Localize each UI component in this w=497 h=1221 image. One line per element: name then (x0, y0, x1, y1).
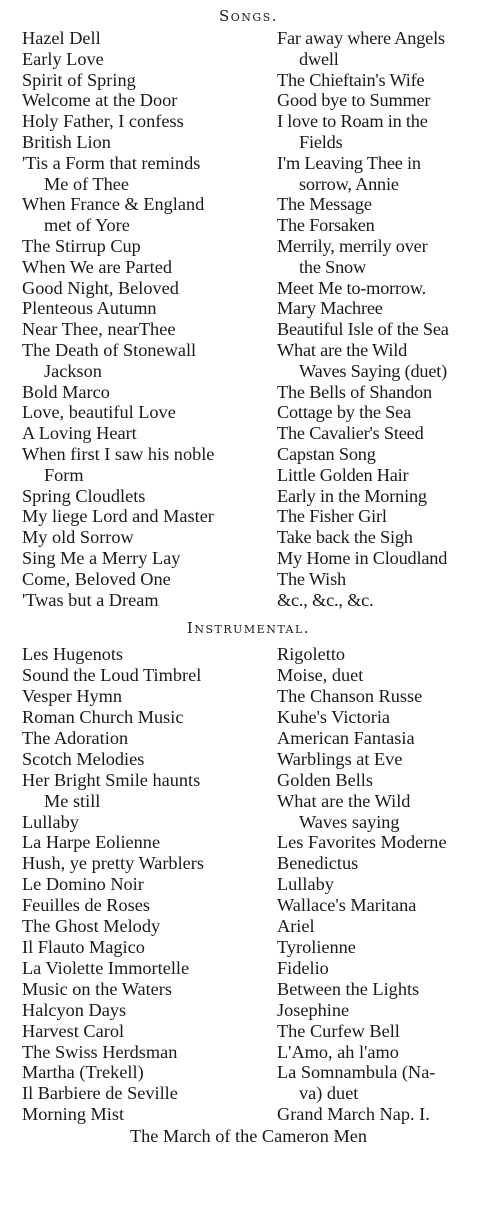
title-line: American Fantasia (277, 727, 415, 748)
title-line: The Chanson Russe (277, 686, 423, 707)
title-line: Wallace's Maritana (277, 895, 417, 916)
title-line: Lullaby (277, 874, 334, 895)
songs-section (0, 4, 497, 610)
title-continuation-line: va) duet (299, 1083, 359, 1104)
title-entry (277, 153, 497, 195)
title-line: Lullaby (22, 811, 79, 832)
title-line: Feuilles de Roses (22, 895, 150, 916)
title-line: Rigoletto (277, 644, 346, 665)
title-line: The Adoration (22, 727, 129, 748)
title-entry (277, 874, 497, 895)
title-line: Plenteous Autumn (22, 298, 157, 319)
title-entry (277, 937, 497, 958)
title-line: 'Tis a Form that reminds (22, 152, 201, 173)
title-line: Love, beautiful Love (22, 402, 176, 423)
title-entry (277, 590, 497, 611)
title-entry (22, 1062, 277, 1083)
title-line: La Harpe Eolienne (22, 832, 161, 853)
title-continuation-line: sorrow, Annie (299, 173, 399, 194)
title-line: Holy Father, I confess (22, 111, 184, 132)
title-entry (277, 665, 497, 686)
title-line: La Somnambula (Na- (277, 1062, 436, 1083)
title-line: Il Barbiere de Seville (22, 1083, 178, 1104)
title-line: When We are Parted (22, 256, 172, 277)
title-entry (22, 1083, 277, 1104)
title-entry (277, 1062, 497, 1104)
title-line: The Curfew Bell (277, 1020, 400, 1041)
instrumental-left-column (22, 644, 277, 1125)
title-continuation-line: Form (44, 464, 84, 485)
title-line: My Home in Cloudland (277, 547, 448, 568)
title-line: Halcyon Days (22, 999, 127, 1020)
title-line: Moise, duet (277, 665, 364, 686)
title-entry (22, 832, 277, 853)
title-entry (277, 1000, 497, 1021)
title-entry (22, 569, 277, 590)
title-entry (22, 895, 277, 916)
title-continuation-line: Jackson (44, 360, 102, 381)
title-line: Les Favorites Moderne (277, 832, 447, 853)
title-entry (22, 90, 277, 111)
title-entry (22, 853, 277, 874)
instrumental-heading: Instrumental. (186, 619, 311, 638)
title-line: Cottage by the Sea (277, 402, 411, 423)
title-entry (22, 49, 277, 70)
title-line: Grand March Nap. I. (277, 1104, 430, 1125)
title-line: Come, Beloved One (22, 568, 171, 589)
title-entry (277, 1021, 497, 1042)
title-entry (277, 194, 497, 215)
title-line: &c., &c., &c. (277, 589, 374, 610)
title-entry (277, 832, 497, 853)
title-entry (22, 28, 277, 49)
title-entry (277, 569, 497, 590)
title-line: The Wish (277, 568, 346, 589)
title-entry (22, 132, 277, 153)
title-entry (277, 486, 497, 507)
title-entry (277, 1042, 497, 1063)
title-entry (277, 465, 497, 486)
title-entry (22, 506, 277, 527)
title-entry (22, 236, 277, 257)
title-entry (22, 686, 277, 707)
title-entry (277, 1104, 497, 1125)
title-entry (277, 770, 497, 791)
instrumental-section (0, 616, 497, 1147)
title-entry (277, 916, 497, 937)
title-line: Golden Bells (277, 769, 373, 790)
title-entry (277, 791, 497, 833)
title-entry (277, 644, 497, 665)
title-entry (22, 916, 277, 937)
title-line: Good bye to Summer (277, 90, 431, 111)
title-line: The Message (277, 194, 372, 215)
title-line: Between the Lights (277, 978, 420, 999)
title-entry (277, 215, 497, 236)
title-entry (22, 402, 277, 423)
title-line: Scotch Melodies (22, 748, 145, 769)
title-entry (22, 1021, 277, 1042)
title-entry (277, 979, 497, 1000)
title-entry (22, 382, 277, 403)
title-entry (22, 111, 277, 132)
title-entry (277, 28, 497, 70)
title-entry (277, 728, 497, 749)
title-entry (277, 298, 497, 319)
title-entry (22, 444, 277, 486)
title-entry (277, 958, 497, 979)
title-entry (277, 707, 497, 728)
title-entry (277, 548, 497, 569)
title-line: When first I saw his noble (22, 443, 215, 464)
title-entry (277, 70, 497, 91)
title-entry (277, 423, 497, 444)
instrumental-right-column (277, 644, 497, 1125)
title-line: The Cavalier's Steed (277, 423, 424, 444)
title-line: Far away where Angels (277, 28, 445, 48)
title-continuation-line: met of Yore (44, 215, 130, 236)
title-line: Martha (Trekell) (22, 1062, 144, 1083)
title-continuation-line: Fields (299, 131, 343, 152)
title-entry (22, 548, 277, 569)
title-line: The Chieftain's Wife (277, 69, 425, 90)
title-entry (22, 874, 277, 895)
title-line: Sing Me a Merry Lay (22, 547, 181, 568)
songs-left-column (22, 28, 277, 610)
songs-right-column (277, 28, 497, 610)
title-line: The Bells of Shandon (277, 381, 432, 402)
title-entry (22, 298, 277, 319)
title-line: Bold Marco (22, 381, 110, 402)
title-line: The Stirrup Cup (22, 235, 141, 256)
title-entry (277, 506, 497, 527)
title-line: Take back the Sigh (277, 527, 413, 548)
title-entry (22, 194, 277, 236)
title-entry (22, 590, 277, 611)
title-entry (22, 665, 277, 686)
title-line: Capstan Song (277, 443, 376, 464)
title-entry (277, 527, 497, 548)
title-entry (277, 340, 497, 382)
title-line: Benedictus (277, 853, 359, 874)
title-entry (22, 153, 277, 195)
instrumental-footer-entry: The March of the Cameron Men (129, 1126, 368, 1147)
title-entry (22, 423, 277, 444)
title-line: Josephine (277, 999, 350, 1020)
title-entry (277, 686, 497, 707)
title-line: I love to Roam in the (277, 111, 428, 132)
title-entry (277, 278, 497, 299)
title-line: Roman Church Music (22, 707, 184, 728)
title-line: Meet Me to-morrow. (277, 277, 427, 298)
title-entry (22, 749, 277, 770)
title-line: Kuhe's Victoria (277, 707, 391, 728)
title-entry (22, 527, 277, 548)
title-line: Near Thee, nearThee (22, 319, 176, 340)
title-line: La Violette Immortelle (22, 957, 190, 978)
title-line: The Swiss Herdsman (22, 1041, 178, 1062)
title-continuation-line: Me still (44, 790, 101, 811)
title-entry (22, 278, 277, 299)
title-line: Le Domino Noir (22, 874, 144, 895)
title-line: Mary Machree (277, 298, 383, 319)
title-line: Morning Mist (22, 1104, 125, 1125)
title-entry (22, 340, 277, 382)
title-line: Warblings at Eve (277, 748, 403, 769)
title-entry (22, 1000, 277, 1021)
title-line: Beautiful Isle of the Sea (277, 319, 449, 340)
title-line: The Death of Stonewall (22, 339, 197, 360)
title-entry (277, 111, 497, 153)
title-entry (277, 749, 497, 770)
title-line: British Lion (22, 131, 111, 152)
title-entry (277, 90, 497, 111)
title-line: Hazel Dell (22, 28, 101, 48)
title-entry (22, 644, 277, 665)
title-entry (22, 70, 277, 91)
title-line: I'm Leaving Thee in (277, 152, 421, 173)
title-entry (22, 257, 277, 278)
title-line: Harvest Carol (22, 1020, 125, 1041)
title-line: Welcome at the Door (22, 90, 178, 111)
title-entry (22, 958, 277, 979)
title-line: Vesper Hymn (22, 686, 123, 707)
title-line: Early Love (22, 48, 104, 69)
title-line: My liege Lord and Master (22, 506, 214, 527)
title-entry (277, 444, 497, 465)
title-line: Music on the Waters (22, 978, 172, 999)
title-line: Sound the Loud Timbrel (22, 665, 202, 686)
title-line: Ariel (277, 916, 315, 937)
title-line: A Loving Heart (22, 423, 137, 444)
title-entry (22, 319, 277, 340)
title-line: The Ghost Melody (22, 916, 161, 937)
title-line: Little Golden Hair (277, 464, 409, 485)
title-continuation-line: dwell (299, 48, 339, 69)
title-continuation-line: Waves saying (299, 811, 400, 832)
title-line: The Fisher Girl (277, 506, 387, 527)
title-entry (22, 812, 277, 833)
title-line: Good Night, Beloved (22, 277, 179, 298)
title-line: My old Sorrow (22, 527, 134, 548)
title-entry (22, 486, 277, 507)
title-line: 'Twas but a Dream (22, 589, 159, 610)
title-line: Merrily, merrily over (277, 235, 428, 256)
title-line: L'Amo, ah l'amo (277, 1041, 399, 1062)
title-line: Spirit of Spring (22, 69, 136, 90)
title-line: What are the Wild (277, 339, 408, 360)
title-line: Les Hugenots (22, 644, 124, 665)
songs-heading: Songs. (218, 7, 278, 25)
title-entry (22, 707, 277, 728)
title-entry (22, 1042, 277, 1063)
title-entry (277, 402, 497, 423)
title-entry (22, 979, 277, 1000)
title-line: What are the Wild (277, 790, 411, 811)
title-entry (22, 1104, 277, 1125)
title-continuation-line: Me of Thee (44, 173, 129, 194)
title-entry (277, 319, 497, 340)
title-line: Spring Cloudlets (22, 485, 146, 506)
title-line: Her Bright Smile haunts (22, 769, 201, 790)
title-continuation-line: Waves Saying (duet) (299, 360, 448, 381)
title-entry (277, 895, 497, 916)
title-entry (277, 382, 497, 403)
title-continuation-line: the Snow (299, 256, 366, 277)
title-line: Tyrolienne (277, 937, 356, 957)
title-entry (22, 728, 277, 749)
title-entry (22, 770, 277, 812)
title-line: Early in the Morning (277, 485, 427, 506)
title-line: The Forsaken (277, 215, 375, 236)
title-entry (277, 853, 497, 874)
title-line: Il Flauto Magico (22, 937, 145, 957)
title-entry (277, 236, 497, 278)
title-line: Hush, ye pretty Warblers (22, 853, 204, 874)
title-line: When France & England (22, 194, 205, 215)
title-entry (22, 937, 277, 958)
title-line: Fidelio (277, 957, 329, 978)
